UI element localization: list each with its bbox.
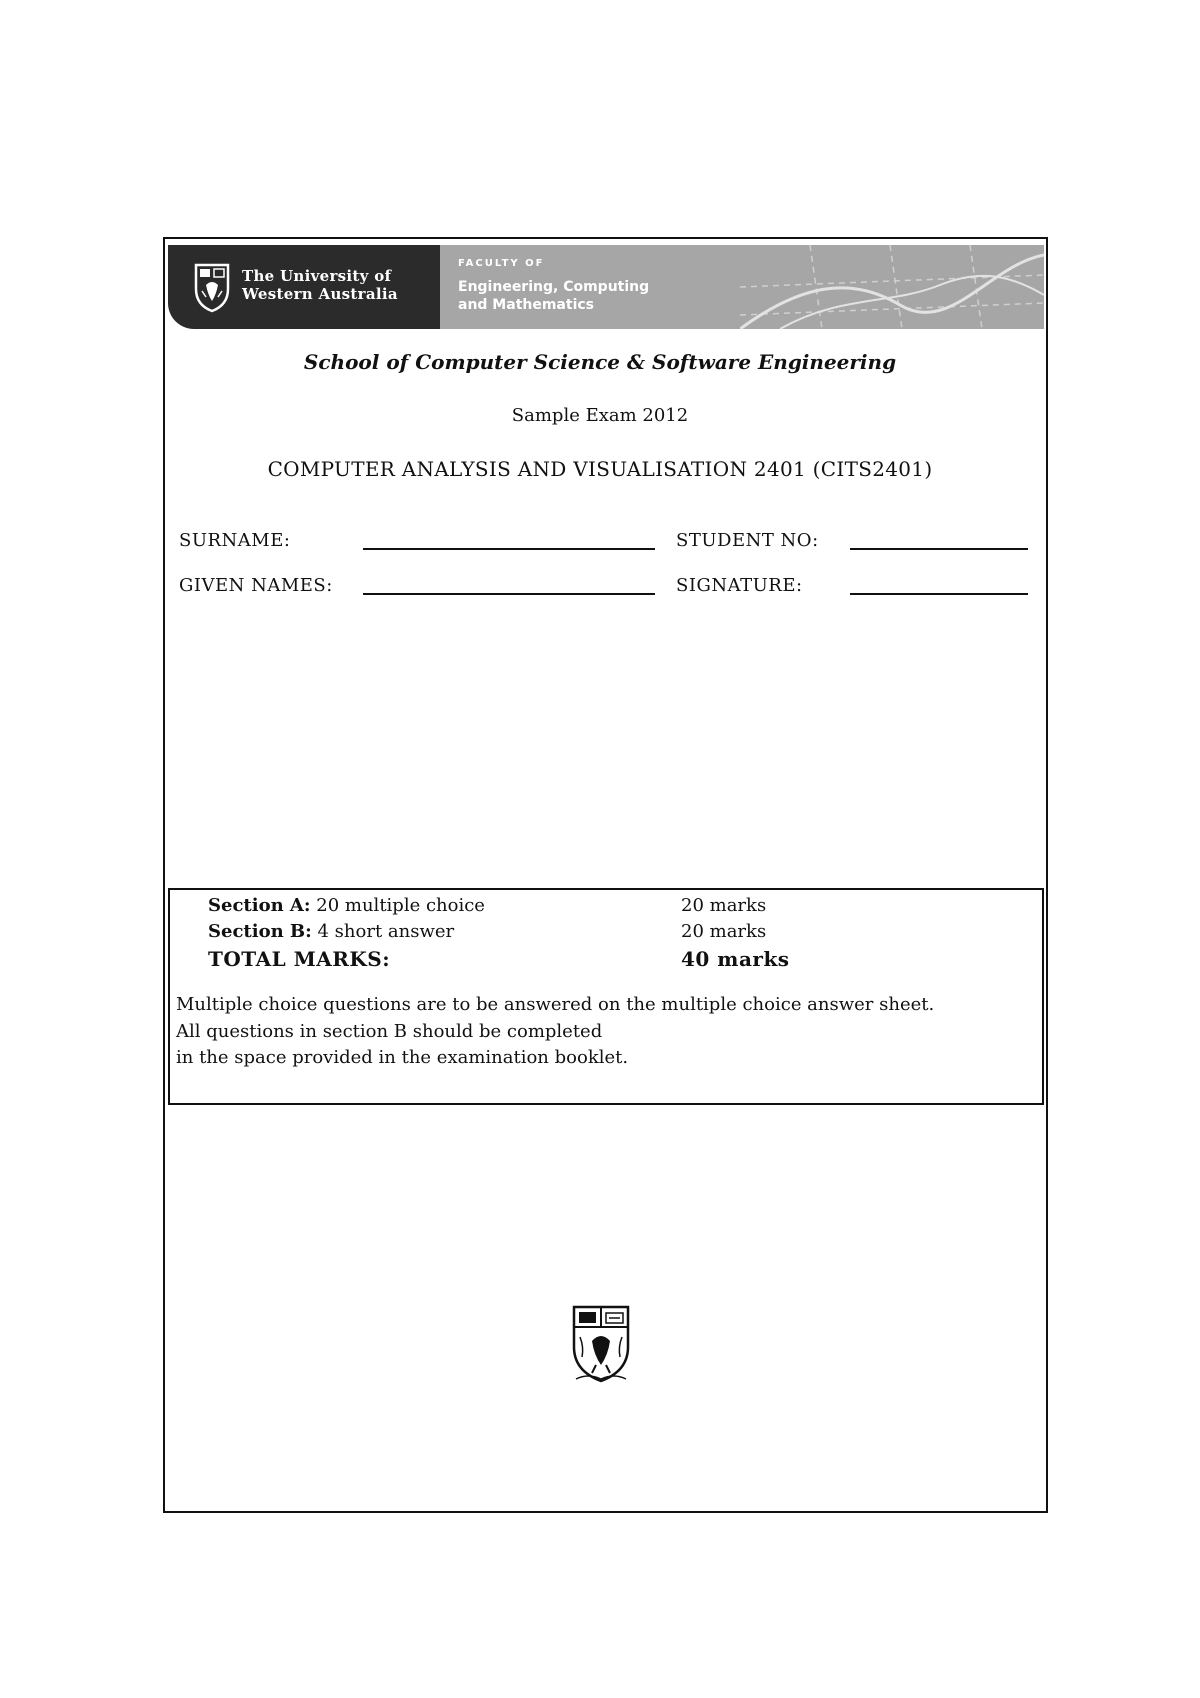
instructions (176, 992, 934, 1072)
student-no-label: STUDENT NO: (676, 530, 819, 551)
section-a-label: Section A: (208, 895, 311, 916)
section-b-marks: 20 marks (681, 921, 767, 942)
total-marks-value: 40 marks (681, 947, 790, 971)
faculty-banner (168, 245, 1044, 329)
instruction-line: in the space provided in the examination booklet. (176, 1047, 629, 1068)
given-names-field[interactable] (363, 593, 655, 595)
uwa-crest-icon (192, 261, 232, 313)
section-b-row (208, 921, 454, 942)
exam-name: Sample Exam 2012 (511, 405, 689, 426)
section-b-desc: 4 short answer (311, 921, 455, 942)
course-title: COMPUTER ANALYSIS AND VISUALISATION 2401 (CITS2401) (267, 457, 933, 481)
surname-label: SURNAME: (179, 530, 291, 551)
section-a-row (208, 895, 485, 916)
section-a-marks: 20 marks (681, 895, 767, 916)
faculty-name: Engineering, Computing and Mathematics (458, 279, 650, 313)
surname-field[interactable] (363, 548, 655, 550)
total-marks-label: TOTAL MARKS: (208, 947, 391, 971)
wave-graphic (740, 245, 1044, 329)
instruction-line: All questions in section B should be completed (176, 1020, 603, 1042)
uwa-crest-icon (570, 1303, 632, 1385)
university-name: The University of Western Australia (242, 267, 398, 303)
university-banner (168, 245, 440, 329)
student-no-field[interactable] (850, 548, 1028, 550)
instruction-line: Multiple choice questions are to be answered on the multiple choice answer sheet. (176, 994, 935, 1015)
section-b-label: Section B: (208, 921, 312, 942)
given-names-label: GIVEN NAMES: (179, 575, 333, 596)
section-a-desc: 20 multiple choice (310, 895, 485, 916)
school-name: School of Computer Science & Software Engineering (303, 350, 897, 374)
exam-info-box (168, 888, 1044, 1105)
signature-field[interactable] (850, 593, 1028, 595)
faculty-label: FACULTY OF (458, 258, 545, 269)
faculty-panel (440, 245, 1044, 329)
signature-label: SIGNATURE: (676, 575, 803, 596)
